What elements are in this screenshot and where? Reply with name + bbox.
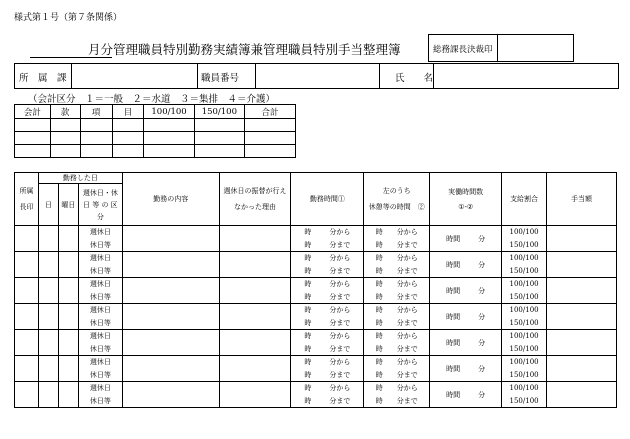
allowance-cell[interactable]	[547, 252, 617, 278]
no-transfer-reason-cell[interactable]	[219, 356, 291, 382]
affiliation-label[interactable]: 所 属 課	[19, 73, 67, 84]
rate-150: 150/100	[502, 265, 547, 278]
weekday-header: 曜日	[58, 184, 78, 226]
holiday-type-holiday[interactable]: 休日等	[78, 369, 122, 382]
dept-head-stamp-cell[interactable]	[15, 278, 39, 304]
work-start-time[interactable]: 時 分から	[291, 382, 364, 395]
budget-header: 150/100	[194, 105, 244, 119]
work-end-time[interactable]: 時 分まで	[291, 369, 364, 382]
day-cell[interactable]	[38, 252, 58, 278]
actual-hours-cell[interactable]: 時間 分	[430, 226, 502, 252]
work-end-time[interactable]: 時 分まで	[291, 317, 364, 330]
rate-100: 100/100	[502, 304, 547, 317]
rate-100: 100/100	[502, 226, 547, 239]
break-start-time[interactable]: 時 分から	[364, 226, 430, 239]
rate-100: 100/100	[502, 330, 547, 343]
actual-hours-cell[interactable]: 時間 分	[430, 382, 502, 408]
work-end-time[interactable]: 時 分まで	[291, 291, 364, 304]
budget-header: 会計	[15, 105, 51, 119]
record-row	[15, 226, 617, 239]
work-content-header: 勤務の内容	[122, 173, 219, 226]
break-start-time[interactable]: 時 分から	[364, 252, 430, 265]
break-end-time[interactable]: 時 分まで	[364, 239, 430, 252]
break-time-header: 左のうち 休憩等の時間 ②	[364, 173, 430, 226]
title-main: 管理職員特別勤務実績簿兼管理職員特別手当整理簿	[113, 42, 401, 57]
budget-table	[14, 104, 296, 158]
work-content-cell[interactable]	[122, 382, 219, 408]
budget-header: 款	[50, 105, 80, 119]
form-title	[88, 40, 401, 58]
record-row	[15, 278, 617, 291]
work-start-time[interactable]: 時 分から	[291, 278, 364, 291]
break-end-time[interactable]: 時 分まで	[364, 265, 430, 278]
work-end-time[interactable]: 時 分まで	[291, 343, 364, 356]
holiday-type-holiday[interactable]: 休日等	[78, 317, 122, 330]
actual-hours-cell[interactable]: 時間 分	[430, 252, 502, 278]
record-row	[15, 356, 617, 369]
work-content-cell[interactable]	[122, 226, 219, 252]
no-transfer-reason-cell[interactable]	[219, 382, 291, 408]
actual-hours-cell[interactable]: 時間 分	[430, 278, 502, 304]
rate-150: 150/100	[502, 343, 547, 356]
rate-100: 100/100	[502, 382, 547, 395]
work-end-time[interactable]: 時 分まで	[291, 395, 364, 408]
budget-header: 目	[112, 105, 144, 119]
work-end-time[interactable]: 時 分まで	[291, 265, 364, 278]
holiday-type-holiday[interactable]: 休日等	[78, 395, 122, 408]
employee-no-label[interactable]: 職員番号	[201, 73, 240, 84]
info-row	[14, 63, 619, 89]
no-transfer-reason-cell[interactable]	[219, 304, 291, 330]
record-row	[15, 252, 617, 265]
holiday-type-weekly[interactable]: 週休日	[78, 226, 122, 239]
form-number: 様式第１号（第７条関係）	[14, 13, 123, 23]
work-start-time[interactable]: 時 分から	[291, 304, 364, 317]
dept-head-stamp-header: 所属 長印	[15, 173, 39, 226]
work-content-cell[interactable]	[122, 330, 219, 356]
allowance-cell[interactable]	[547, 226, 617, 252]
work-end-time[interactable]: 時 分まで	[291, 239, 364, 252]
no-transfer-reason-cell[interactable]	[219, 226, 291, 252]
budget-header: 項	[80, 105, 112, 119]
day-cell[interactable]	[38, 330, 58, 356]
allowance-cell[interactable]	[547, 382, 617, 408]
break-start-time[interactable]: 時 分から	[364, 278, 430, 291]
actual-hours-cell[interactable]: 時間 分	[430, 330, 502, 356]
rate-150: 150/100	[502, 239, 547, 252]
dept-head-stamp-cell[interactable]	[15, 356, 39, 382]
day-cell[interactable]	[38, 304, 58, 330]
no-transfer-reason-cell[interactable]	[219, 278, 291, 304]
break-end-time[interactable]: 時 分まで	[364, 343, 430, 356]
actual-hours-header: 実働時間数 ①-②	[430, 173, 502, 226]
holiday-type-weekly[interactable]: 週休日	[78, 330, 122, 343]
weekday-cell[interactable]	[58, 382, 78, 408]
dept-head-stamp-cell[interactable]	[15, 304, 39, 330]
break-start-time[interactable]: 時 分から	[364, 304, 430, 317]
dept-head-stamp-cell[interactable]	[15, 252, 39, 278]
holiday-type-weekly[interactable]: 週休日	[78, 356, 122, 369]
day-cell[interactable]	[38, 226, 58, 252]
rate-150: 150/100	[502, 369, 547, 382]
break-end-time[interactable]: 時 分まで	[364, 395, 430, 408]
weekday-cell[interactable]	[58, 252, 78, 278]
break-start-time[interactable]: 時 分から	[364, 330, 430, 343]
approval-box	[428, 34, 574, 62]
work-start-time[interactable]: 時 分から	[291, 226, 364, 239]
weekday-cell[interactable]	[58, 278, 78, 304]
holiday-type-weekly[interactable]: 週休日	[78, 382, 122, 395]
dept-head-stamp-cell[interactable]	[15, 226, 39, 252]
work-start-time[interactable]: 時 分から	[291, 356, 364, 369]
break-start-time[interactable]: 時 分から	[364, 356, 430, 369]
work-content-cell[interactable]	[122, 252, 219, 278]
allowance-cell[interactable]	[547, 304, 617, 330]
name-label[interactable]: 氏 名	[395, 73, 434, 84]
actual-hours-cell[interactable]: 時間 分	[430, 356, 502, 382]
dept-head-stamp-cell[interactable]	[15, 330, 39, 356]
accounting-legend: （会計区分 １＝一般 ２＝水道 ３＝集排 ４＝介護）	[28, 94, 276, 105]
rate-150: 150/100	[502, 317, 547, 330]
approval-label: 総務課長決裁印	[433, 45, 493, 55]
holiday-type-header: 週休日・休 日 等 の 区 分	[78, 184, 122, 226]
weekday-cell[interactable]	[58, 226, 78, 252]
weekday-cell[interactable]	[58, 356, 78, 382]
no-transfer-reason-cell[interactable]	[219, 330, 291, 356]
title-underline	[30, 57, 112, 58]
holiday-type-holiday[interactable]: 休日等	[78, 239, 122, 252]
day-header: 日	[38, 184, 58, 226]
rate-150: 150/100	[502, 291, 547, 304]
day-cell[interactable]	[38, 356, 58, 382]
holiday-type-holiday[interactable]: 休日等	[78, 343, 122, 356]
worked-date-header: 勤務した日	[38, 173, 122, 184]
holiday-type-weekly[interactable]: 週休日	[78, 304, 122, 317]
holiday-type-weekly[interactable]: 週休日	[78, 252, 122, 265]
record-row	[15, 330, 617, 343]
work-content-cell[interactable]	[122, 356, 219, 382]
rate-150: 150/100	[502, 395, 547, 408]
pay-rate-header: 支給割合	[502, 173, 547, 226]
break-end-time[interactable]: 時 分まで	[364, 369, 430, 382]
record-row	[15, 304, 617, 317]
allowance-cell[interactable]	[547, 278, 617, 304]
actual-hours-cell[interactable]: 時間 分	[430, 304, 502, 330]
work-start-time[interactable]: 時 分から	[291, 330, 364, 343]
day-cell[interactable]	[38, 382, 58, 408]
rate-100: 100/100	[502, 356, 547, 369]
holiday-type-holiday[interactable]: 休日等	[78, 291, 122, 304]
work-hours-header: 勤務時間①	[291, 173, 364, 226]
break-start-time[interactable]: 時 分から	[364, 382, 430, 395]
break-end-time[interactable]: 時 分まで	[364, 317, 430, 330]
title-month-suffix: 月分	[88, 42, 114, 57]
work-start-time[interactable]: 時 分から	[291, 252, 364, 265]
holiday-type-holiday[interactable]: 休日等	[78, 265, 122, 278]
weekday-cell[interactable]	[58, 304, 78, 330]
record-row	[15, 382, 617, 395]
weekday-cell[interactable]	[58, 330, 78, 356]
dept-head-stamp-cell[interactable]	[15, 382, 39, 408]
budget-header: 100/100	[144, 105, 194, 119]
no-transfer-reason-header: 週休日の振替が行え なかった理由	[219, 173, 291, 226]
allowance-header: 手当額	[547, 173, 617, 226]
day-cell[interactable]	[38, 278, 58, 304]
allowance-cell[interactable]	[547, 330, 617, 356]
rate-100: 100/100	[502, 252, 547, 265]
rate-100: 100/100	[502, 278, 547, 291]
no-transfer-reason-cell[interactable]	[219, 252, 291, 278]
work-content-cell[interactable]	[122, 304, 219, 330]
break-end-time[interactable]: 時 分まで	[364, 291, 430, 304]
work-content-cell[interactable]	[122, 278, 219, 304]
allowance-cell[interactable]	[547, 356, 617, 382]
budget-header: 合計	[245, 105, 296, 119]
work-record-table	[14, 172, 617, 408]
holiday-type-weekly[interactable]: 週休日	[78, 278, 122, 291]
